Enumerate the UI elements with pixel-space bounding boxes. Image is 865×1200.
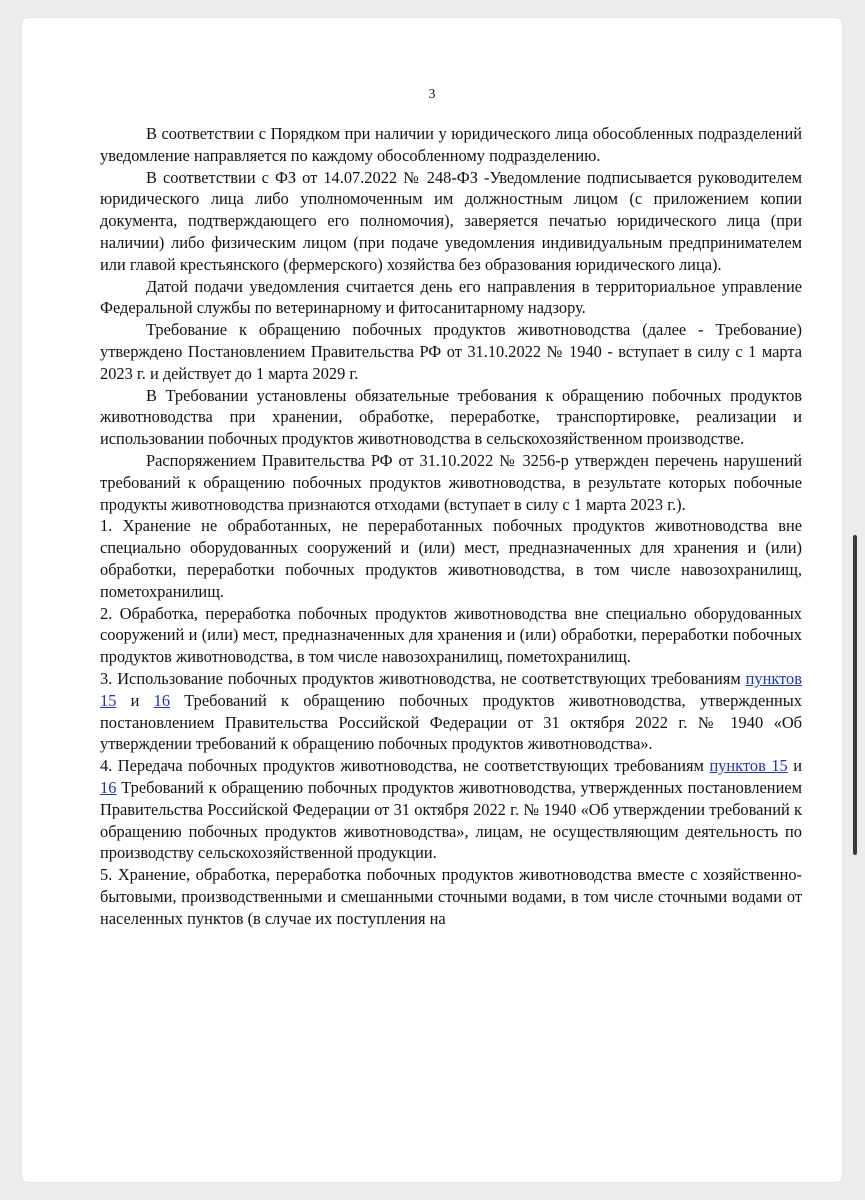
list-item-1: 1. Хранение не обработанных, не переработанных побочных продуктов животноводства вне специально оборудованных сооружений и (или) мест, предназначенных для хранения и (или) обработки, переработки побочных продуктов животноводства, в том числе навозохранилищ, пометохранилищ.	[100, 516, 802, 601]
list-item-3-conjunction: и	[116, 690, 154, 710]
list-item-4	[100, 755, 802, 864]
link-clause-16[interactable]: 16	[100, 777, 117, 797]
paragraph-violations-list: Распоряжением Правительства РФ от 31.10.2022 № 3256-р утвержден перечень нарушений требований к обращению побочных продуктов животноводства, в результате которых побочные продукты животноводства признаются отходами (вступает в силу с 1 марта 2023 г.).	[100, 450, 802, 514]
paragraph-mandatory-requirements: В Требовании установлены обязательные требования к обращению побочных продуктов животноводства при хранении, обработке, переработке, транспортировке, реализации и использовании побочных продуктов животноводства в сельскохозяйственном производстве.	[100, 385, 802, 449]
list-item-4-text: 4. Передача побочных продуктов животноводства, не соответствующих требованиям	[100, 756, 710, 776]
list-item-3-text: 3. Использование побочных продуктов животноводства, не соответствующих требованиям	[100, 668, 746, 688]
list-item-4-rest: Требований к обращению побочных продуктов животноводства, утвержденных постановлением Правительства Российской Федерации от 31 октября 2022 г. № 1940 «Об утверждении требований к обращению побочных продуктов животноводства», лицам, не осуществляющим деятельность по производству сельскохозяйственной продукции.	[100, 777, 802, 863]
list-item-2: 2. Обработка, переработка побочных продуктов животноводства вне специально оборудованных сооружений и (или) мест, предназначенных для хранения и (или) обработки, переработки побочных продуктов животноводства, в том числе навозохранилищ, пометохранилищ.	[100, 603, 802, 667]
list-item-4-conjunction: и	[787, 756, 803, 776]
paragraph-subdivisions: В соответствии с Порядком при наличии у юридического лица обособленных подразделений уведомление направляется по каждому обособленному подразделению.	[100, 124, 802, 165]
list-item-3	[100, 668, 802, 755]
paragraph-submission-date: Датой подачи уведомления считается день его направления в территориальное управление Федеральной службы по ветеринарному и фитосанитарному надзору.	[100, 276, 802, 318]
list-item-5: 5. Хранение, обработка, переработка побочных продуктов животноводства вместе с хозяйственно-бытовыми, производственными и смешанными сточными водами, в том числе сточными водами от населенных пунктов (в случае их поступления на	[100, 865, 802, 928]
list-item-3-rest: Требований к обращению побочных продуктов животноводства, утвержденных постановлением Правительства Российской Федерации от 31 октября 2022 г. № 1940 «Об утверждении требований к обращению побочных продуктов животноводства».	[100, 690, 803, 754]
vertical-scrollbar[interactable]	[853, 535, 857, 855]
document-body	[100, 123, 802, 929]
paragraph-requirement: Требование к обращению побочных продуктов животноводства (далее - Требование) утверждено Постановлением Правительства РФ от 31.10.2022 № 1940 - вступает в силу с 1 марта 2023 г. и действует до 1 марта 2029 г.	[100, 320, 802, 383]
paragraph-signing: В соответствии с ФЗ от 14.07.2022 № 248-ФЗ -Уведомление подписывается руководителем юридического лица либо уполномоченным им должностным лицом (с приложением копии документа, подтверждающего его полномочия), заверяется печатью юридического лица (при наличии) либо физическим лицом (при подаче уведомления индивидуальным предпринимателем или главой крестьянского (фермерского) хозяйства без образования юридического лица).	[100, 167, 802, 274]
link-clauses-15[interactable]: пунктов 15	[709, 756, 788, 776]
link-clauses-15[interactable]: пунктов 15	[100, 668, 802, 710]
document-page	[22, 18, 842, 1182]
link-clause-16[interactable]: 16	[153, 690, 171, 710]
page-number: 3	[428, 87, 436, 102]
